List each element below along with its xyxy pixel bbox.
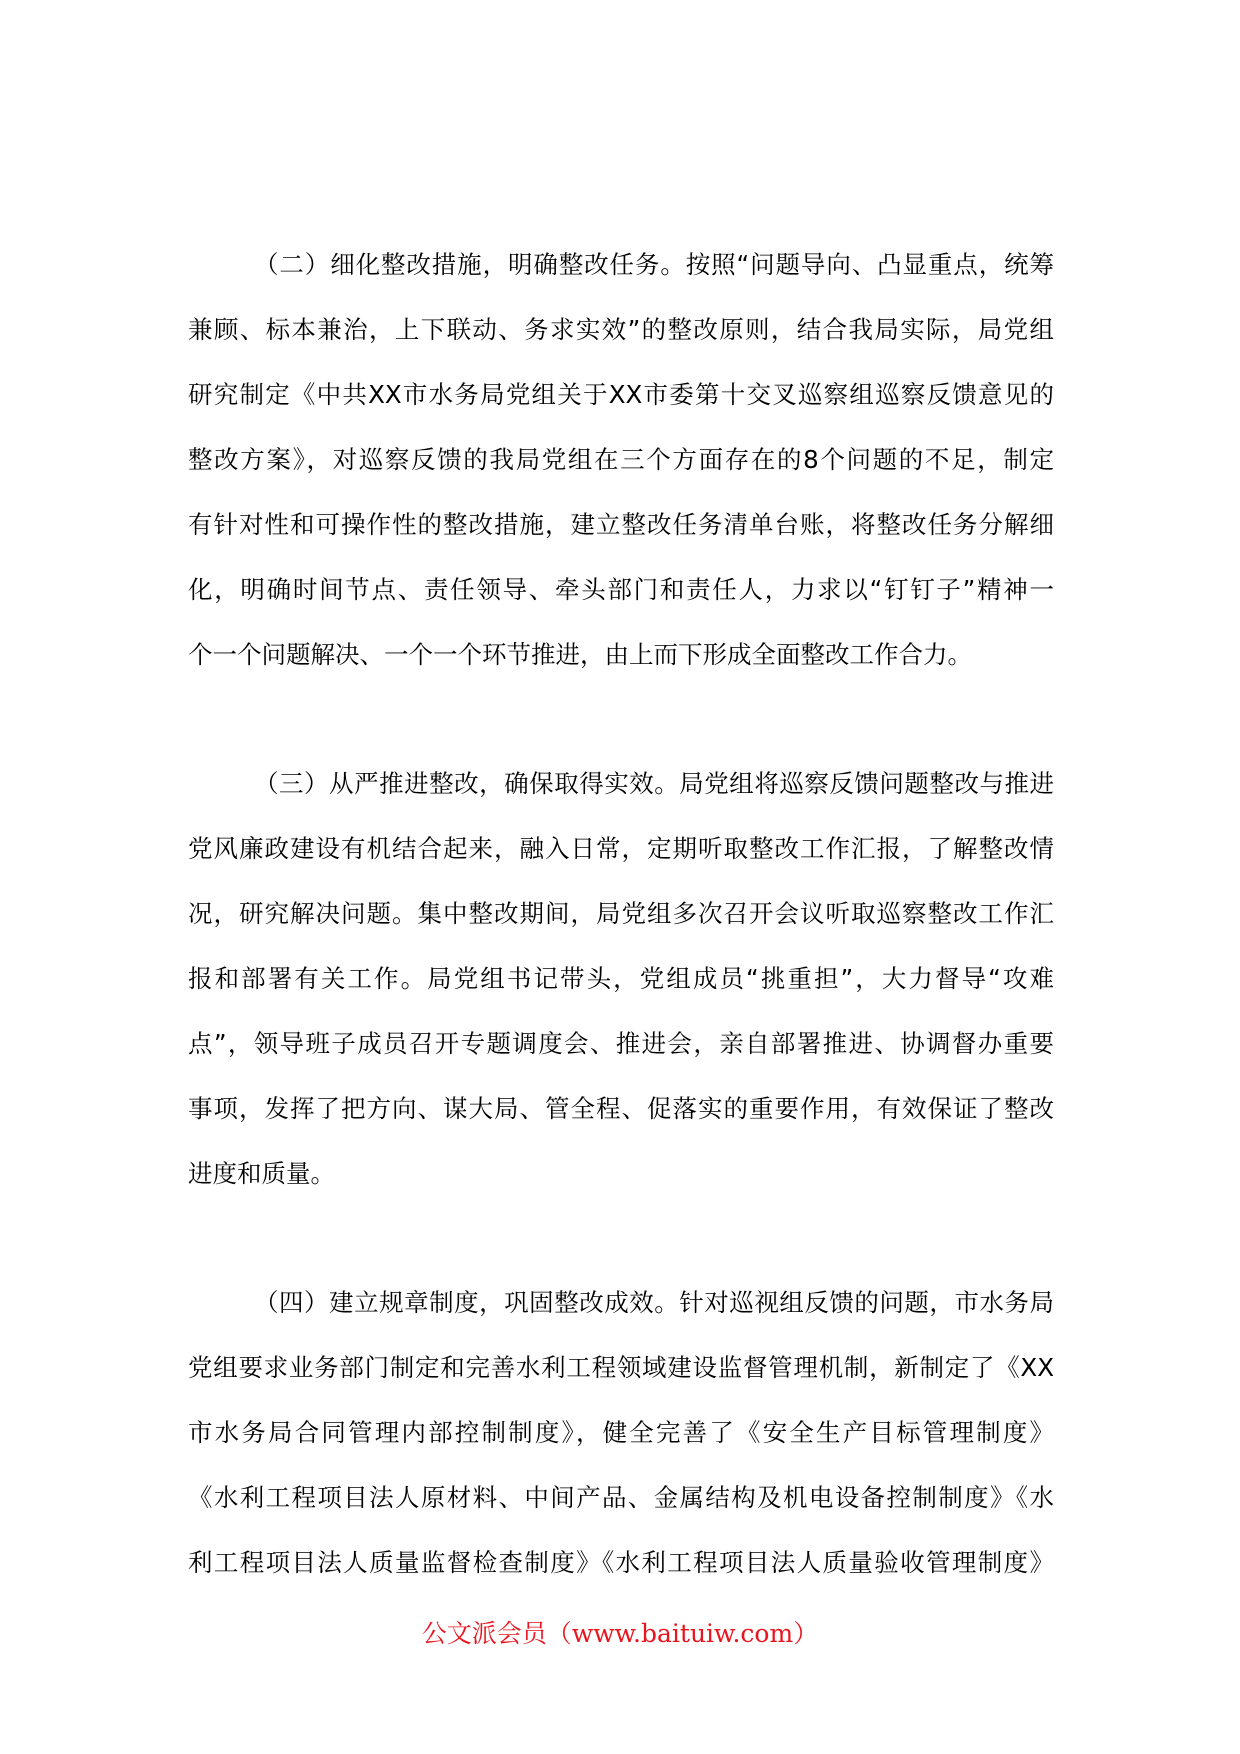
text-line: 个一个问题解决、一个一个环节推进，由上而下形成全面整改工作合力。 xyxy=(188,640,972,669)
text-line: 报和部署有关工作。局党组书记带头，党组成员“挑重担”，大力督导“攻难 xyxy=(188,964,1054,993)
paragraph-spacer xyxy=(188,687,1054,751)
footer-url-link[interactable]: www.baituiw.com xyxy=(571,1619,794,1648)
paragraph-4 xyxy=(188,1270,1054,1595)
text-line: 党风廉政建设有机结合起来，融入日常，定期听取整改工作汇报，了解整改情 xyxy=(188,834,1054,863)
text-line: 点”，领导班子成员召开专题调度会、推进会，亲自部署推进、协调督办重要 xyxy=(188,1029,1054,1058)
footer-close: ） xyxy=(793,1619,819,1648)
text-line: 党组要求业务部门制定和完善水利工程领域建设监督管理机制，新制定了《XX xyxy=(188,1353,1054,1382)
document-body xyxy=(188,232,1054,1595)
paragraph-2 xyxy=(188,232,1054,687)
text-line: 《水利工程项目法人原材料、中间产品、金属结构及机电设备控制制度》《水 xyxy=(188,1483,1054,1512)
paragraph-spacer xyxy=(188,1206,1054,1270)
text-line: 化，明确时间节点、责任领导、牵头部门和责任人，力求以“钉钉子”精神一 xyxy=(188,575,1054,604)
footer-watermark xyxy=(0,1614,1240,1650)
text-line: 研究制定《中共XX市水务局党组关于XX市委第十交叉巡察组巡察反馈意见的 xyxy=(188,380,1054,409)
text-line: 事项，发挥了把方向、谋大局、管全程、促落实的重要作用，有效保证了整改 xyxy=(188,1094,1054,1123)
text-line: 况，研究解决问题。集中整改期间，局党组多次召开会议听取巡察整改工作汇 xyxy=(188,899,1054,928)
text-line: （四）建立规章制度，巩固整改成效。针对巡视组反馈的问题，市水务局 xyxy=(254,1288,1054,1317)
paragraph-3 xyxy=(188,751,1054,1206)
text-line: 市水务局合同管理内部控制制度》，健全完善了《安全生产目标管理制度》 xyxy=(188,1418,1054,1447)
text-line: 整改方案》，对巡察反馈的我局党组在三个方面存在的8个问题的不足，制定 xyxy=(188,445,1054,474)
text-line: 兼顾、标本兼治，上下联动、务求实效”的整改原则，结合我局实际，局党组 xyxy=(188,315,1054,344)
footer-label: 公文派会员（ xyxy=(421,1619,572,1648)
text-line: 利工程项目法人质量监督检查制度》《水利工程项目法人质量验收管理制度》 xyxy=(188,1548,1054,1577)
text-line: 进度和质量。 xyxy=(188,1159,335,1188)
text-line: （三）从严推进整改，确保取得实效。局党组将巡察反馈问题整改与推进 xyxy=(254,769,1054,798)
text-line: 有针对性和可操作性的整改措施，建立整改任务清单台账，将整改任务分解细 xyxy=(188,510,1054,539)
text-line: （二）细化整改措施，明确整改任务。按照“问题导向、凸显重点，统筹 xyxy=(254,250,1054,279)
